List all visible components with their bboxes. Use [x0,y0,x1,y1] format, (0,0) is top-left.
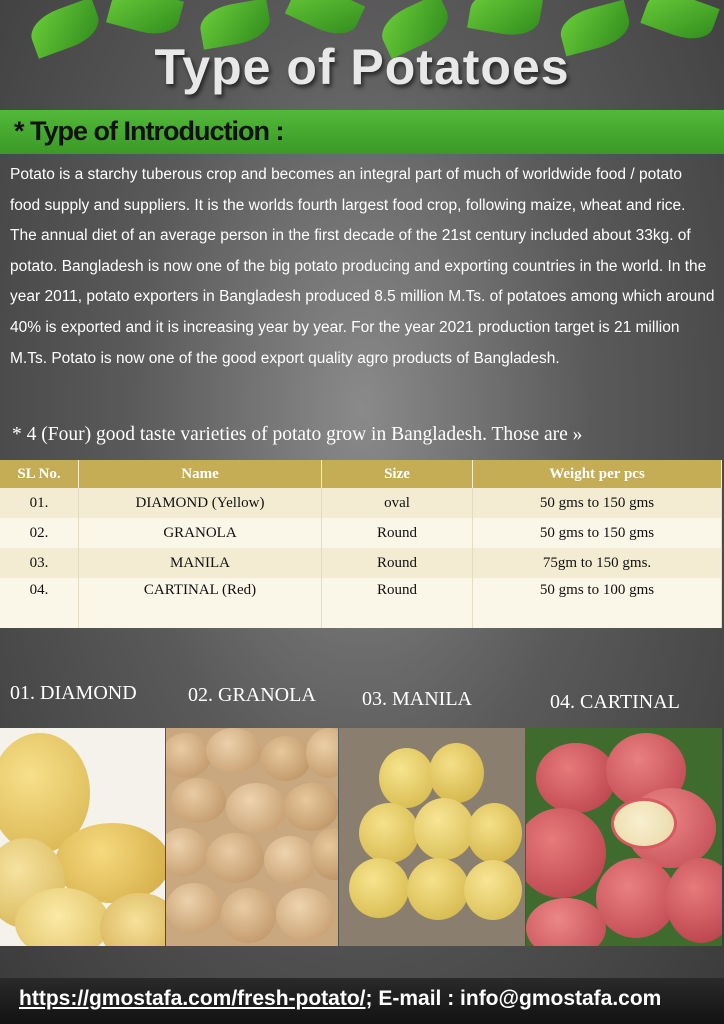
cell-weight: 75gm to 150 gms. [473,548,722,578]
header-name: Name [79,460,322,488]
cell-sl-no: 03. [0,548,79,578]
table-row [0,488,722,518]
intro-heading: * Type of Introduction : [14,116,284,146]
table-row [0,548,722,578]
footer-bar [0,978,724,1024]
cell-weight: 50 gms to 150 gms [473,518,722,548]
cell-name: MANILA [79,548,322,578]
table-row [0,518,722,548]
cell-size: Round [322,578,473,628]
cell-weight: 50 gms to 150 gms [473,488,722,518]
variety-label-diamond: 01. DIAMOND [10,682,137,704]
cartinal-potato-photo [526,728,722,946]
header-weight: Weight per pcs [473,460,722,488]
manila-potato-photo [339,728,525,946]
varieties-table [0,460,722,628]
email-text: ; E-mail : info@gmostafa.com [365,987,662,1010]
table-row [0,578,722,628]
varieties-intro: * 4 (Four) good taste varieties of potato grow in Bangladesh. Those are » [12,424,583,445]
cell-size: Round [322,518,473,548]
variety-label-cartinal: 04. CARTINAL [550,691,680,713]
footer-contact [19,987,661,1011]
intro-heading-bar [0,110,724,154]
cell-name: DIAMOND (Yellow) [79,488,322,518]
cell-name: CARTINAL (Red) [79,578,322,628]
variety-label-granola: 02. GRANOLA [188,684,316,706]
intro-paragraph: Potato is a starchy tuberous crop and becomes an integral part of much of worldwide food / potato food supply and suppliers. It is the worlds fourth largest food crop, following maize, wheat and rice. The annual diet of an average person in the first decade of the 21st century included about 33kg. of potato. Bangladesh is now one of the big potato producing and exporting countries in the world. In the year 2011, potato exporters in Bangladesh produced 8.5 million M.Ts. of potatoes among which around 40% is exported and it is increasing year by year. For the year 2021 production target is 21 million M.Ts. Potato is now one of the good export quality agro products of Bangladesh. [10,166,715,367]
header-size: Size [322,460,473,488]
cell-sl-no: 04. [0,578,79,628]
cell-weight: 50 gms to 100 gms [473,578,722,628]
variety-label-manila: 03. MANILA [362,688,472,710]
header-sl-no: SL No. [0,460,79,488]
cell-size: oval [322,488,473,518]
granola-potato-photo [166,728,338,946]
cell-name: GRANOLA [79,518,322,548]
website-link[interactable]: https://gmostafa.com/fresh-potato/ [19,987,366,1010]
cell-sl-no: 02. [0,518,79,548]
cell-size: Round [322,548,473,578]
table-header-row [0,460,722,488]
diamond-potato-photo [0,728,165,946]
page-title: Type of Potatoes [154,39,570,95]
cell-sl-no: 01. [0,488,79,518]
